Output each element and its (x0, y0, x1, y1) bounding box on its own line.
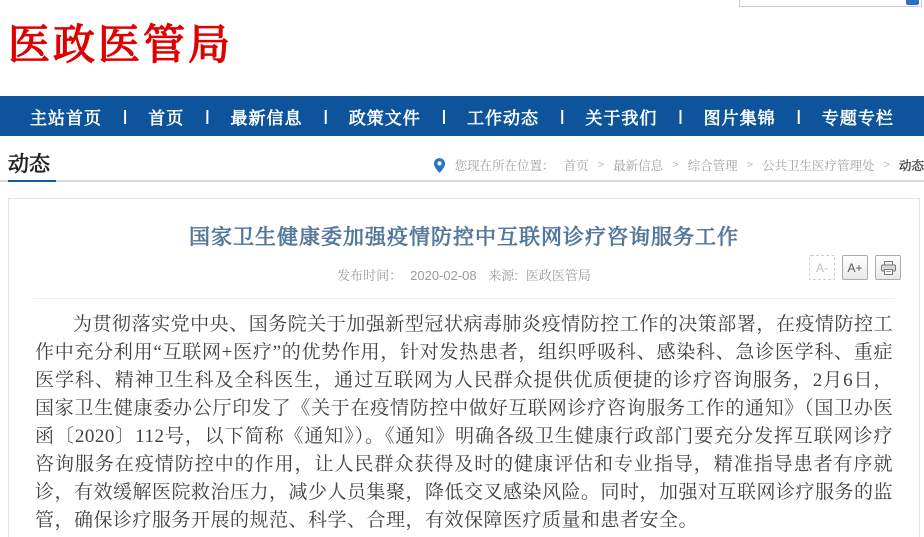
breadcrumb-separator: > (883, 159, 890, 171)
breadcrumb-home[interactable]: 首页 (563, 159, 589, 173)
article-toolbar (809, 255, 901, 280)
nav-item-photo-gallery[interactable]: 图片集锦 (703, 108, 776, 128)
article-divider (33, 298, 895, 299)
nav-item-policy-docs[interactable]: 政策文件 (348, 108, 421, 128)
nav-separator: | (441, 107, 447, 125)
breadcrumb-separator: > (597, 159, 605, 171)
breadcrumb (433, 156, 924, 174)
nav-separator: | (560, 107, 565, 125)
source-value: 医政医管局 (525, 268, 591, 283)
breadcrumb-latest-info[interactable]: 最新信息 (613, 159, 664, 173)
print-button[interactable] (875, 255, 901, 280)
nav-item-latest-info[interactable]: 最新信息 (230, 108, 303, 128)
section-header-row (0, 136, 924, 182)
breadcrumb-separator: > (672, 159, 679, 171)
article-panel (8, 198, 920, 537)
nav-separator: | (796, 107, 801, 125)
nav-item-about-us[interactable]: 关于我们 (585, 108, 658, 128)
breadcrumb-general-management[interactable]: 综合管理 (687, 159, 738, 173)
main-nav (0, 96, 924, 136)
article-title: 国家卫生健康委加强疫情防控中互联网诊疗咨询服务工作 (189, 226, 739, 249)
nav-separator: | (678, 107, 683, 125)
nav-item-home[interactable]: 首页 (148, 108, 185, 128)
search-input[interactable] (739, 0, 922, 7)
font-increase-button[interactable]: A+ (842, 255, 868, 280)
breadcrumb-separator: > (746, 159, 754, 171)
nav-separator: | (323, 107, 328, 125)
publish-time-label: 发布时间： (337, 268, 403, 283)
source-label: 来源: (488, 268, 518, 283)
breadcrumb-public-health-dept[interactable]: 公共卫生医疗管理处 (762, 159, 875, 173)
printer-icon (881, 261, 896, 275)
article-body: 为贯彻落实党中央、国务院关于加强新型冠状病毒肺炎疫情防控工作的决策部署，在疫情防控工作中充分利用“互联网+医疗”的优势作用，针对发热患者，组织呼吸科、感染科、急诊医学科、重症医学科、精神卫生科及全科医生，通过互联网为人民群众提供优质便捷的诊疗咨询服务，2月6日，国家卫生健康委办公厅印发了《关于在疫情防控中做好互联网诊疗咨询服务工作的通知》（国卫办医函〔2020〕112号，以下简称《通知》）。《通知》明确各级卫生健康行政部门要充分发挥互联网诊疗咨询服务在疫情防控中的作用，让人民群众获得及时的健康评估和专业指导，精准指导患者有序就诊，有效缓解医院救治压力，减少人员集聚，降低交叉感染风险。同时，加强对互联网诊疗服务的监管，确保诊疗服务开展的规范、科学、合理，有效保障医疗质量和患者安全。 (35, 314, 894, 531)
section-title: 动态 (8, 153, 50, 176)
nav-item-special-topics[interactable]: 专题专栏 (821, 108, 894, 128)
breadcrumb-prefix: 您现在所在位置： (454, 159, 555, 173)
location-pin-icon (433, 158, 446, 173)
breadcrumb-current: 动态 (898, 159, 924, 173)
nav-item-work-trends[interactable]: 工作动态 (467, 108, 540, 128)
nav-separator: | (123, 107, 128, 125)
article-meta (9, 265, 919, 284)
search-button-icon[interactable] (906, 0, 919, 5)
site-logo: 医政医管局 (8, 21, 234, 68)
publish-date: 2020-02-08 (410, 268, 477, 283)
font-decrease-button[interactable]: A- (809, 255, 835, 280)
section-title-underline (8, 180, 56, 182)
nav-separator: | (205, 107, 210, 125)
nav-item-home-main[interactable]: 主站首页 (30, 108, 102, 128)
section-divider (0, 180, 924, 182)
